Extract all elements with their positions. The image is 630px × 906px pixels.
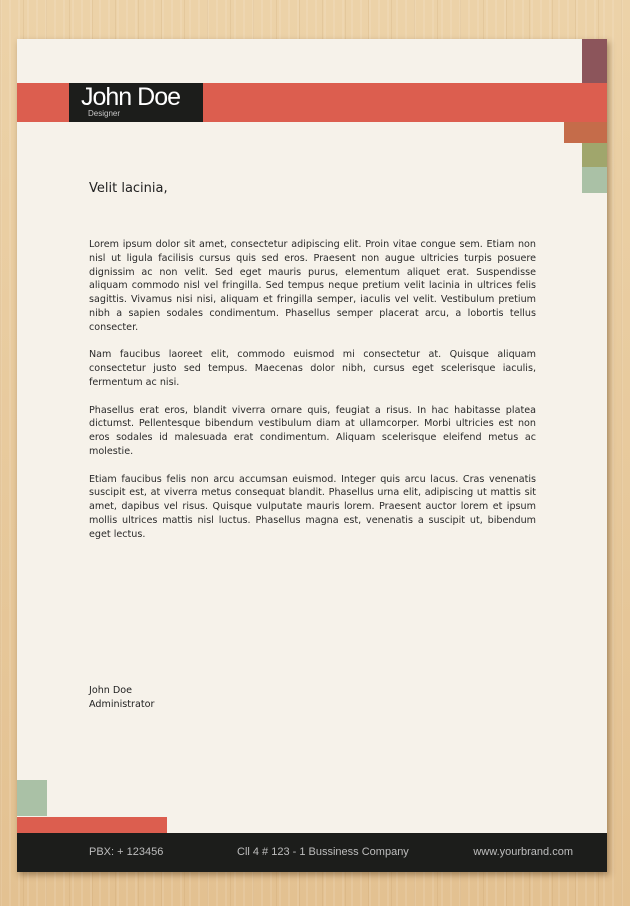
name-box xyxy=(69,83,203,122)
letter-body xyxy=(89,238,536,555)
header-name: John Doe xyxy=(81,83,181,111)
header-role: Designer xyxy=(88,109,121,118)
footer-address: Cll 4 # 123 - 1 Bussiness Company xyxy=(237,846,409,858)
color-swatch-plum xyxy=(582,39,607,83)
footer-website: www.yourbrand.com xyxy=(473,846,573,858)
letter-paragraph: Lorem ipsum dolor sit amet, consectetur adipiscing elit. Proin vitae congue sem. Etiam non nisl ut ligula facilisis cursus quis sed eros. Praesent non augue ultricies turpis posuere dignissim ac non velit. Sed eget mauris purus, elementum aliquet erat. Suspendisse aliquam commodo nisl vel fringilla. Sed tempus neque pretium velit lacinia in ultrices felis sagittis. Vivamus nisi nisi, aliquam et fringilla semper, iaculis vel velit. Vestibulum pretium nibh a sapien sodales condimentum. Phasellus semper placerat arcu, a lobortis tellus consecter. xyxy=(89,239,536,333)
color-swatch-olive xyxy=(582,143,607,167)
letter-paragraph: Etiam faucibus felis non arcu accumsan euismod. Integer quis arcu lacus. Cras venenatis suscipit est, at viverra metus consequat blandit. Phasellus urna elit, adipiscing ut mattis sit amet, dapibus vel risus. Quisque vulputate mauris lorem. Praesent auctor lorem et ipsum mollis ultrices mattis nisl luctus. Phasellus magna est, venenatis a suscipit ut, bibendum eget lectus. xyxy=(89,473,536,540)
letterhead-sheet xyxy=(17,39,607,872)
color-swatch-orange xyxy=(564,122,607,143)
letter-greeting: Velit lacinia, xyxy=(89,181,168,196)
footer-accent-bar xyxy=(17,817,167,833)
signature-name: John Doe xyxy=(89,685,133,696)
signature-block xyxy=(89,684,154,712)
signature-title: Administrator xyxy=(89,698,155,710)
footer-bar xyxy=(17,833,607,872)
footer-swatch-sage xyxy=(17,780,47,816)
footer-phone: PBX: + 123456 xyxy=(89,846,164,858)
letter-paragraph: Nam faucibus laoreet elit, commodo euismod mi consectetur at. Quisque aliquam consectetur justo sed tempus. Maecenas dolor nibh, cursus eget scelerisque iaculis, fermentum ac nisi. xyxy=(89,349,536,388)
letter-paragraph: Phasellus erat eros, blandit viverra ornare quis, feugiat a risus. In hac habitasse platea dictumst. Pellentesque bibendum vestibulum diam at ullamcorper. Morbi ultricies est non eros sodales id malesuada erat condimentum. Aliquam scelerisque eleifend metus ac molestie. xyxy=(89,404,536,457)
color-swatch-sage xyxy=(582,167,607,193)
